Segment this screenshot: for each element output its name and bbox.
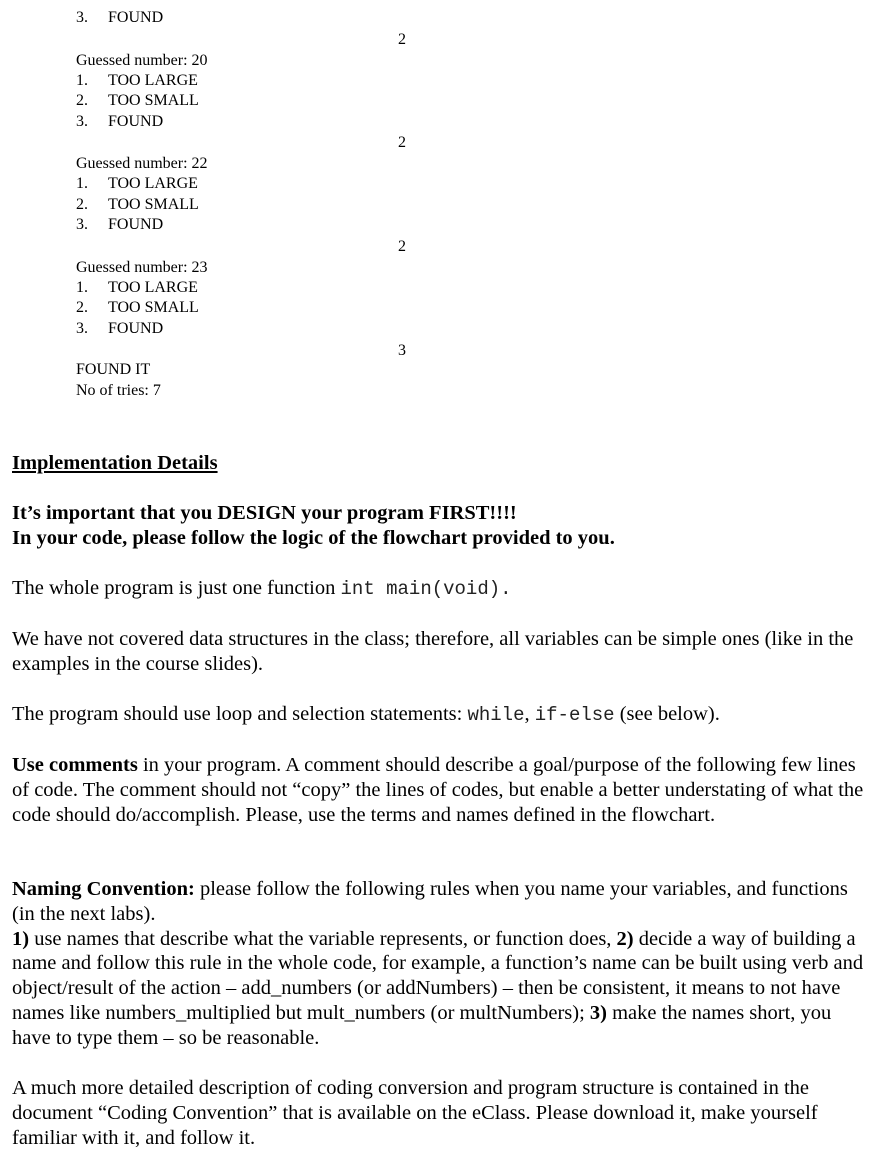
rule-number: 2) — [616, 927, 634, 950]
option-line — [76, 215, 163, 235]
design-line-2: In your code, please follow the logic of the flowchart provided to you. — [12, 526, 615, 549]
option-label: TOO SMALL — [108, 196, 199, 213]
user-response: 2 — [398, 134, 406, 151]
option-label: TOO LARGE — [108, 72, 198, 89]
paragraph-main-function — [12, 576, 872, 602]
option-number: 2. — [76, 92, 88, 109]
paragraph-text: please follow the following rules when you name your variables, and functions (in the next labs). — [12, 878, 848, 925]
option-number: 1. — [76, 279, 88, 296]
rule-text: use names that describe what the variable represents, or function does, — [29, 927, 617, 950]
paragraph-comments — [12, 753, 872, 827]
option-line — [76, 71, 198, 91]
option-line — [76, 91, 199, 111]
tries-count: No of tries: 7 — [76, 382, 161, 399]
option-line — [76, 278, 198, 298]
option-label: TOO SMALL — [108, 299, 199, 316]
paragraph-naming — [12, 877, 872, 1051]
paragraph-text: The program should use loop and selection statements: — [12, 703, 468, 725]
rule-text: make the names short, you have to type them – so be reasonable. — [12, 1001, 832, 1049]
option-number: 3. — [76, 113, 88, 130]
option-number: 3. — [76, 320, 88, 337]
option-label: FOUND — [108, 9, 164, 26]
option-number: 1. — [76, 72, 88, 89]
option-number: 3. — [76, 216, 88, 233]
rule-text: decide a way of building a name and follow this rule in the whole code, for example, a function’s name can be built using verb and object/result of the action – add_numbers (or addNumbers) – then be consistent, it means to not have names like numbers_multiplied but mult_numbers (or multNumbers); — [12, 927, 864, 1024]
found-message: FOUND IT — [76, 361, 151, 378]
separator: , — [524, 703, 535, 725]
code-snippet: if-else — [534, 704, 615, 726]
option-number: 3. — [76, 9, 88, 26]
option-number: 2. — [76, 299, 88, 316]
option-label: TOO LARGE — [108, 175, 198, 192]
guess-label: Guessed number: 20 — [76, 52, 208, 69]
option-line — [76, 112, 163, 132]
paragraph-coding-convention: A much more detailed description of coding conversion and program structure is contained in the document “Coding Convention” that is available on the eClass. Please download it, make yourself familiar with it, and follow it. — [12, 1077, 818, 1149]
option-line — [76, 174, 198, 194]
paragraph-text: in your program. A comment should describe a goal/purpose of the following few lines of code. The comment should not “copy” the lines of codes, but enable a better understating of what the code should do/accomplish. Please, use the terms and names defined in the flowchart. — [12, 754, 864, 826]
paragraph-data-structures: We have not covered data structures in the class; therefore, all variables can be simple ones (like in the examples in the course slides). — [12, 628, 854, 675]
option-number: 1. — [76, 175, 88, 192]
option-line — [76, 195, 199, 215]
option-line — [76, 8, 163, 28]
paragraph-text: The whole program is just one function — [12, 577, 341, 599]
paragraph-text: (see below). — [614, 703, 720, 725]
bold-term: Use comments — [12, 754, 138, 776]
code-snippet: while — [467, 704, 525, 726]
user-response: 3 — [398, 342, 406, 359]
option-line — [76, 319, 163, 339]
option-line — [76, 298, 199, 318]
design-line-1: It’s important that you DESIGN your program FIRST!!!! — [12, 502, 517, 524]
paragraph-statements — [12, 702, 872, 728]
guess-label: Guessed number: 22 — [76, 155, 208, 172]
user-response: 2 — [398, 238, 406, 255]
option-number: 2. — [76, 196, 88, 213]
option-label: FOUND — [108, 216, 164, 233]
bold-term: Naming Convention: — [12, 878, 195, 900]
option-label: FOUND — [108, 320, 164, 337]
user-response: 2 — [398, 31, 406, 48]
rule-number: 3) — [589, 1001, 607, 1024]
code-snippet: int main(void). — [340, 578, 512, 600]
section-title: Implementation Details — [12, 452, 218, 474]
option-label: TOO LARGE — [108, 279, 198, 296]
guess-label: Guessed number: 23 — [76, 259, 208, 276]
option-label: TOO SMALL — [108, 92, 199, 109]
option-label: FOUND — [108, 113, 164, 130]
rule-number: 1) — [12, 927, 30, 950]
design-notice — [12, 501, 872, 551]
